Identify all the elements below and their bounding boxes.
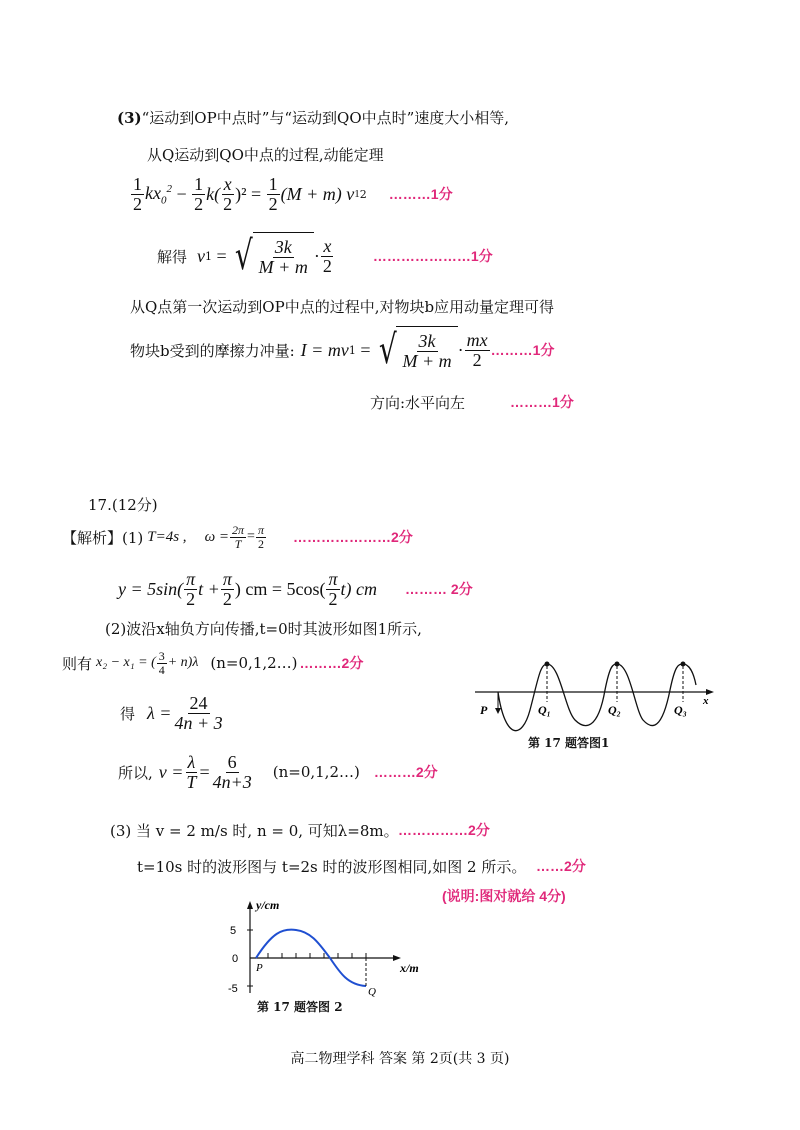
fig2-label-y: y/cm — [256, 898, 280, 912]
fig2-label-p: P — [256, 962, 263, 974]
q17-t10: t=10s 时的波形图与 t=2s 时的波形图相同,如图 2 所示。 — [137, 858, 527, 876]
fig1-caption: 第 17 题答图1 — [528, 736, 610, 750]
fig2-label-5: 5 — [230, 925, 237, 937]
fig1-label-x: x — [703, 695, 709, 707]
fig1-label-q1: Q₁ — [538, 703, 551, 717]
equation-impulse: 物块b受到的摩擦力冲量: I = mv 1 = √ $\frac{3k}{M + m}$ · $\frac{mx}{2}$ ………1分 — [130, 327, 555, 373]
fig1-p-arrow-head — [495, 708, 501, 714]
part3-header: (3)“运动到OP中点时”与“运动到QO中点时”速度大小相等, — [117, 109, 510, 127]
fig2-label-q: Q — [368, 986, 376, 998]
points-v1: …………………1分 — [372, 248, 493, 264]
fig1-wave-curve — [498, 664, 696, 731]
note: (说明:图对就给 4分) — [442, 888, 566, 904]
q17-part1: 【解析】(1) T=4s , ω = $\frac{2\pi}{T}$ = $\frac{\pi}{2}$ …………………2分 — [62, 523, 413, 551]
points-y: ……… 2分 — [405, 581, 473, 598]
points-part3: ……………2分 — [398, 822, 490, 838]
points-direction: ………1分 — [510, 394, 574, 410]
fig1-label-q2: Q₂ — [608, 703, 621, 717]
q17-title: 17.(12分) — [88, 496, 158, 514]
equation-relation: 则有 x₂ − x₁ = ( $\frac{3}{4}$ + n)λ (n=0,1,2…) ………2分 — [62, 649, 364, 677]
q17-part3: (3) 当 v = 2 m/s 时, n = 0, 可知λ=8m。 — [110, 822, 399, 840]
part3-momentum-line: 从Q点第一次运动到OP中点的过程中,对物块b应用动量定理可得 — [130, 298, 555, 316]
equation-lambda: 得 λ = $\frac{24}{4n + 3}$ — [120, 693, 223, 733]
fig1-label-p: P — [480, 703, 488, 717]
fig2-label-0: 0 — [232, 953, 239, 965]
fig2-y-arrow — [247, 901, 253, 909]
fig1-label-q3: Q₃ — [674, 703, 687, 717]
points-relation: ………2分 — [299, 655, 364, 672]
points-impulse: ………1分 — [490, 342, 555, 358]
equation-y: y = 5sin( $\frac{\pi}{2}$ t + $\frac{\pi}{2}$ ) cm = 5cos( $\frac{\pi}{2}$ t) cm ……… 2分 — [118, 569, 473, 609]
points-omega: …………………2分 — [292, 529, 413, 546]
direction: 方向:水平向左 — [370, 394, 466, 412]
points-energy: ………1分 — [388, 186, 453, 203]
fig2-caption: 第 17 题答图 2 — [257, 1000, 343, 1014]
points-v: ………2分 — [373, 764, 438, 781]
fig1-point-q1 — [545, 662, 550, 667]
fig1-point-q3 — [681, 662, 686, 667]
fig1-point-q2 — [615, 662, 620, 667]
q17-part2: (2)波沿x轴负方向传播,t=0时其波形如图1所示, — [105, 620, 422, 638]
part3-line2: 从Q运动到QO中点的过程,动能定理 — [147, 146, 384, 164]
figure-2-wave — [220, 895, 430, 1005]
points-t10: ……2分 — [536, 858, 586, 874]
fig2-label-neg5: -5 — [228, 983, 238, 995]
equation-v1: 解得 v 1 = √ $\frac{3k}{M + m}$ · $\frac{x}{2}$ …………………1分 — [157, 233, 493, 279]
fig2-label-x: x/m — [400, 961, 419, 975]
equation-v: 所以, v = $\frac{\lambda}{T}$ = $\frac{6}{4n+3}$ (n=0,1,2…) ………2分 — [118, 752, 438, 792]
equation-energy: $\frac{1}{2}$ $kx_0^2$ − $\frac{1}{2}$ k( $\frac{x}{2}$ )² = $\frac{1}{2}$ (M + m) v 1 2 ………1分 — [133, 174, 453, 214]
page-footer: 高二物理学科 答案 第 2页(共 3 页) — [290, 1051, 510, 1067]
